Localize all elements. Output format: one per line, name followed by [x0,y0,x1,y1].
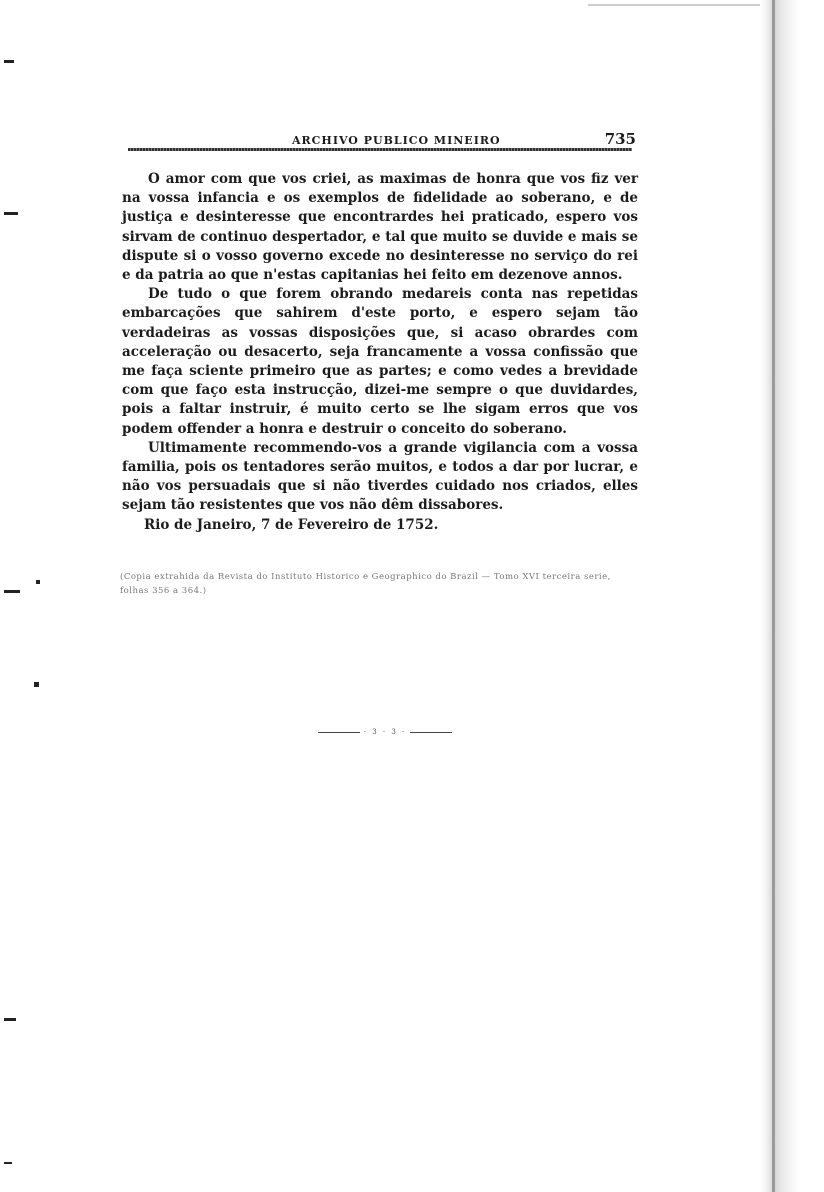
ornament-center: · 3 · 3 · [363,728,407,736]
header-rule [128,148,632,151]
page-binding-edge [772,0,775,1192]
source-note: (Copia extrahida da Revista do Instituto Historico e Geographico do Brazil — Tomo XVI terceira serie, folhas 356 a 364.) [120,572,611,596]
scan-edge-top [588,4,768,6]
page-number: 735 [604,130,636,148]
date-line: Rio de Janeiro, 7 de Fevereiro de 1752. [144,516,439,533]
margin-mark [4,60,14,63]
ornament-line-right [410,732,452,733]
paragraph: Ultimamente recommendo-vos a grande vigilancia com a vossa familia, pois os tentadores serão muitos, e todos a dar por lucrar, e não vos persuadais que si não tiverdes cuidado nos criados, elles sejam tão resistentes que vos não dêm dissabores. [122,439,638,514]
margin-mark [36,580,40,584]
page-header [128,128,638,152]
page-binding-shadow [760,0,824,1192]
paragraph: De tudo o que forem obrando medareis conta nas repetidas embarcações que sahirem d'este porto, e espero sejam tão verdadeiras as vossas disposições que, si acaso obrardes com acceleração ou desacerto, seja francamente a vossa confissão que me faça sciente primeiro que as partes; e como vedes a brevidade com que faço esta instrucção, dizei-me sempre o que duvidardes, pois a faltar instruir, é muito certo se lhe sigam erros que vos podem offender a honra e destruir o conceito do soberano. [122,286,638,437]
margin-mark [4,590,20,593]
body-text [122,170,638,535]
paragraph: O amor com que vos criei, as maximas de honra que vos fiz ver na vossa infancia e os exemplos de fidelidade ao soberano, e de justiça e desinteresse que encontrardes hei praticado, espero vos sirvam de continuo despertador, e tal que muito se duvide e mais se dispute si o vosso governo excede no desinteresse no serviço do rei e da patria ao que n'estas capitanias hei feito em dezenove annos. [122,171,638,284]
margin-mark [4,1018,16,1021]
margin-mark [34,682,39,687]
margin-mark [4,1162,12,1164]
running-head: ARCHIVO PUBLICO MINEIRO [292,134,501,147]
margin-mark [4,212,18,215]
ornament-line-left [318,732,360,733]
end-ornament [318,726,452,738]
